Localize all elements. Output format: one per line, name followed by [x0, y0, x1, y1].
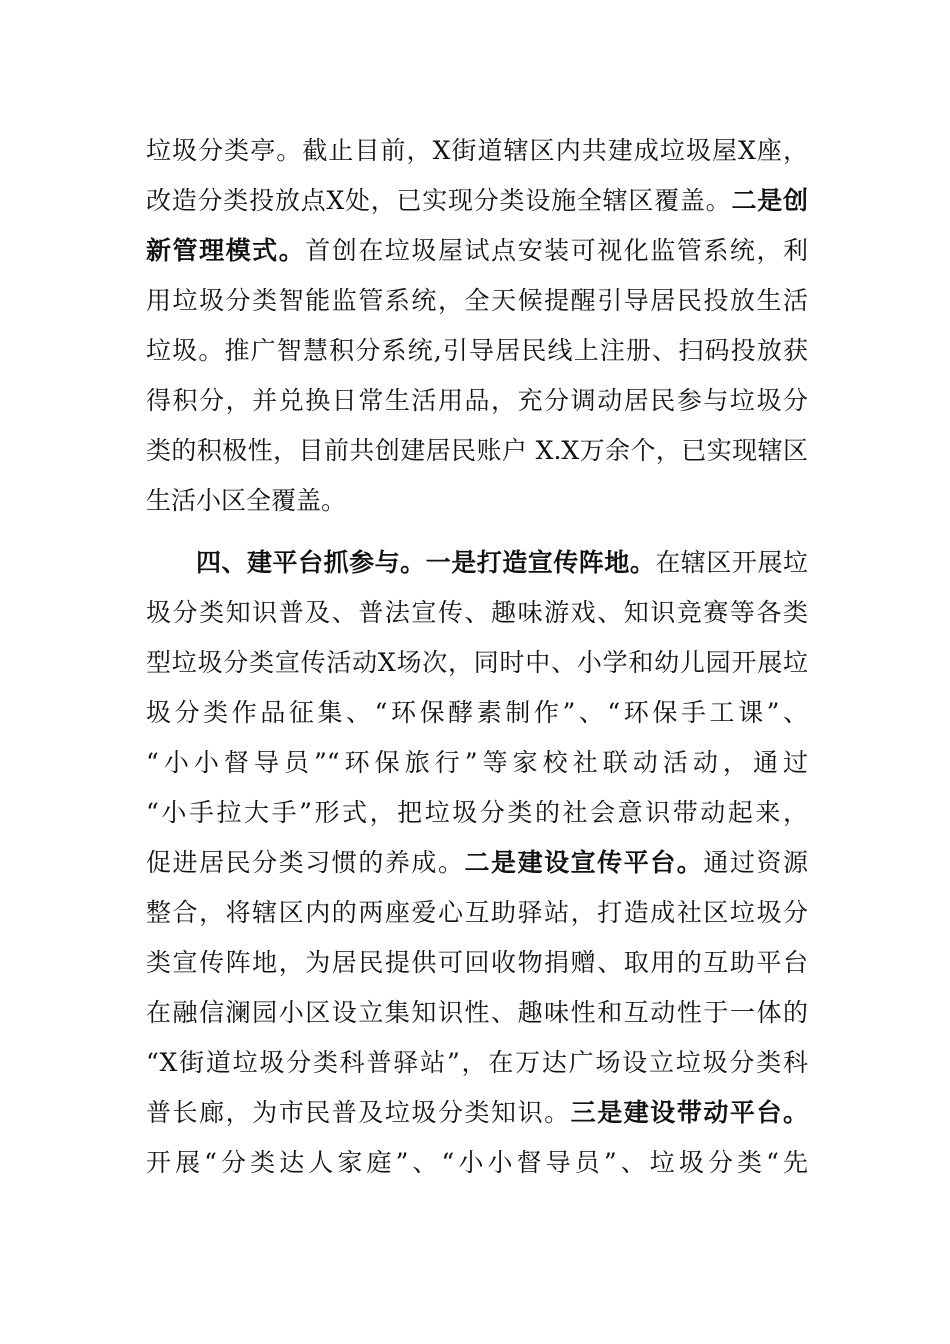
text-run: 类宣传阵地，为居民提供可回收物捐赠、取用的互助平台: [146, 948, 808, 977]
text-run: 改造分类投放点X处，已实现分类设施全辖区覆盖。: [146, 186, 732, 215]
bold-heading-run: 四、建平台抓参与。一是打造宣传阵地。: [196, 548, 656, 577]
text-line: [146, 1093, 808, 1133]
text-run: 通过资源: [703, 848, 808, 877]
text-run: 垃圾。推广智慧积分系统,引导居民线上注册、扫码投放获: [146, 336, 808, 365]
text-run: 整合，将辖区内的两座爱心互助驿站，打造成社区垃圾分: [146, 898, 808, 927]
text-run: “小小督导员”“环保旅行”等家校社联动活动，通过: [146, 748, 808, 777]
text-run: 开展“分类达人家庭”、“小小督导员”、垃圾分类“先: [146, 1148, 808, 1177]
text-run: 圾分类作品征集、“环保酵素制作”、“环保手工课”、: [146, 698, 808, 727]
text-run: 用垃圾分类智能监管系统，全天候提醒引导居民投放生活: [146, 286, 808, 315]
text-run: “X街道垃圾分类科普驿站”，在万达广场设立垃圾分类科: [146, 1048, 808, 1077]
text-line-first-indent: [196, 543, 808, 583]
text-run: 型垃圾分类宣传活动X场次，同时中、小学和幼儿园开展垃: [146, 648, 808, 677]
text-line: [146, 131, 808, 171]
text-run: 圾分类知识普及、普法宣传、趣味游戏、知识竞赛等各类: [146, 598, 808, 627]
text-line: [146, 231, 808, 271]
text-line: [146, 793, 808, 833]
text-run: “小手拉大手”形式，把垃圾分类的社会意识带动起来，: [146, 798, 808, 827]
text-line: [146, 743, 808, 783]
text-line: [146, 843, 808, 883]
bold-heading-run: 新管理模式。: [146, 236, 306, 265]
text-run: 得积分，并兑换日常生活用品，充分调动居民参与垃圾分: [146, 386, 808, 415]
text-line: [146, 431, 808, 471]
bold-heading-run: 三是建设带动平台。: [570, 1098, 808, 1127]
text-run: 促进居民分类习惯的养成。: [146, 848, 465, 877]
text-run: 垃圾分类亭。截止目前，X街道辖区内共建成垃圾屋X座，: [146, 136, 808, 165]
text-run: 生活小区全覆盖。: [146, 486, 347, 515]
text-line: [146, 643, 808, 683]
text-line: [146, 943, 808, 983]
text-line: [146, 893, 808, 933]
text-line: [146, 281, 808, 321]
text-line: [146, 181, 808, 221]
text-line: [146, 593, 808, 633]
text-line: [146, 381, 808, 421]
text-line: [146, 993, 808, 1033]
text-run: 在辖区开展垃: [655, 548, 808, 577]
bold-heading-run: 二是建设宣传平台。: [464, 848, 704, 877]
bold-heading-run: 二是创: [731, 186, 808, 215]
text-line: [146, 693, 808, 733]
text-line: [146, 331, 808, 371]
text-run: 普长廊，为市民普及垃圾分类知识。: [146, 1098, 571, 1127]
text-line: [146, 1043, 808, 1083]
text-run: 在融信澜园小区设立集知识性、趣味性和互动性于一体的: [146, 998, 808, 1027]
text-run: 首创在垃圾屋试点安装可视化监管系统，利: [305, 236, 808, 265]
text-line-last: [146, 481, 808, 521]
text-run: 类的积极性，目前共创建居民账户 X.X万余个，已实现辖区: [146, 436, 808, 465]
text-line: [146, 1143, 808, 1183]
